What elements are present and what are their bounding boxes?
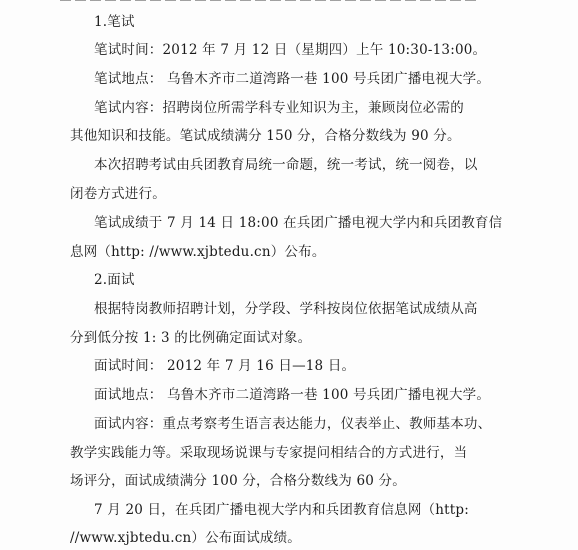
written-results-notice: 笔试成绩于 7 月 14 日 18:00 在兵团广播电视大学内和兵团教育信 (94, 215, 503, 231)
written-results-notice-cont: 息网（http: //www.xjbtedu.cn）公布。 (70, 244, 326, 260)
section-heading-written-exam: 1.笔试 (94, 14, 135, 30)
written-exam-content: 笔试内容：招聘岗位所需学科专业知识为主，兼顾岗位必需的 (94, 100, 464, 116)
interview-selection: 根据特岗教师招聘计划，分学段、学科按岗位依据笔试成绩从高 (94, 301, 478, 317)
written-exam-time: 笔试时间：2012 年 7 月 12 日（星期四）上午 10:30-13:00。 (94, 42, 487, 58)
interview-selection-cont: 分到低分按 1: 3 的比例确定面试对象。 (70, 330, 312, 346)
interview-time: 面试时间： 2012 年 7 月 16 日—18 日。 (94, 358, 356, 374)
interview-content-cont-2: 场评分，面试成绩满分 100 分，合格分数线为 60 分。 (70, 473, 406, 489)
written-exam-content-cont: 其他知识和技能。笔试成绩满分 150 分，合格分数线为 90 分。 (70, 128, 461, 144)
written-exam-location: 笔试地点： 乌鲁木齐市二道湾路一巷 100 号兵团广播电视大学。 (94, 71, 491, 87)
interview-location: 面试地点： 乌鲁木齐市二道湾路一巷 100 号兵团广播电视大学。 (94, 387, 491, 403)
exam-organization-cont: 闭卷方式进行。 (70, 186, 166, 202)
section-heading-interview: 2.面试 (94, 272, 135, 288)
cutoff-previous-line (60, 0, 480, 4)
interview-results-notice: 7 月 20 日，在兵团广播电视大学内和兵团教育信息网（http: (94, 502, 469, 518)
exam-organization: 本次招聘考试由兵团教育局统一命题，统一考试，统一阅卷，以 (94, 157, 478, 173)
interview-content: 面试内容：重点考察考生语言表达能力，仪表举止、教师基本功、 (94, 416, 492, 432)
interview-results-notice-cont: //www.xjbtedu.cn）公布面试成绩。 (70, 530, 301, 546)
interview-content-cont: 教学实践能力等。采取现场说课与专家提问相结合的方式进行，当 (70, 445, 468, 461)
